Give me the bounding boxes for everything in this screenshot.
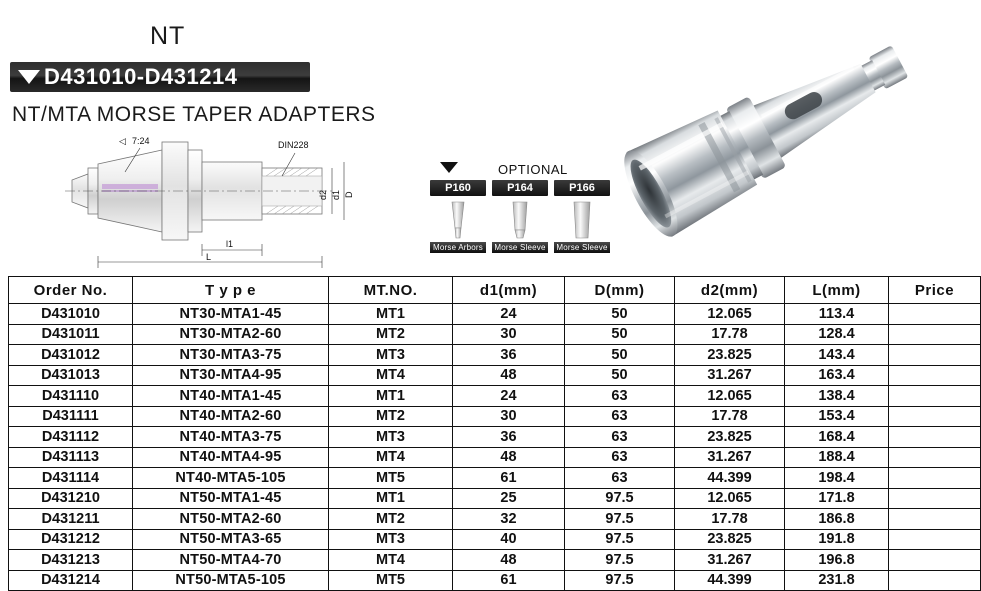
cell-price [889,488,981,509]
cell-D: 97.5 [565,529,675,550]
cell-mt-no: MT2 [329,406,453,427]
cell-type: NT40-MTA4-95 [133,447,329,468]
table-row [9,447,981,468]
code-range-label: D431010-D431214 [44,64,238,89]
cell-order-no: D431112 [9,427,133,448]
cell-d2: 17.78 [675,406,785,427]
cell-price [889,570,981,591]
triangle-marker-icon [18,70,40,84]
column-header-mt-no: MT.NO. [329,277,453,304]
morse-arbor-image [430,198,486,242]
cell-d1: 24 [453,304,565,325]
optional-item-name: Morse Sleeve [492,242,548,253]
cell-order-no: D431210 [9,488,133,509]
cell-mt-no: MT4 [329,550,453,571]
table-row [9,345,981,366]
cell-L: 231.8 [785,570,889,591]
cell-order-no: D431013 [9,365,133,386]
column-header-d2: d2(mm) [675,277,785,304]
cell-mt-no: MT3 [329,427,453,448]
column-header-L: L(mm) [785,277,889,304]
triangle-marker-icon-optional [440,162,458,173]
table-row [9,427,981,448]
cell-order-no: D431012 [9,345,133,366]
table-row [9,550,981,571]
table-row [9,488,981,509]
optional-item[interactable] [430,180,486,253]
cell-type: NT30-MTA1-45 [133,304,329,325]
cell-price [889,386,981,407]
table-row [9,468,981,489]
cell-mt-no: MT3 [329,529,453,550]
cell-L: 186.8 [785,509,889,530]
cell-type: NT30-MTA4-95 [133,365,329,386]
cell-type: NT30-MTA3-75 [133,345,329,366]
optional-item-code: P164 [492,180,548,196]
drawing-dim-D: D [344,191,354,198]
table-body [9,304,981,591]
cell-d1: 30 [453,406,565,427]
cell-L: 138.4 [785,386,889,407]
specification-table [8,276,981,591]
column-header-d1: d1(mm) [453,277,565,304]
optional-item[interactable] [492,180,548,253]
cell-mt-no: MT1 [329,488,453,509]
cell-d1: 30 [453,324,565,345]
page-title-nt: NT [150,22,186,50]
cell-L: 198.4 [785,468,889,489]
cell-d1: 36 [453,345,565,366]
cell-order-no: D431010 [9,304,133,325]
cell-d1: 36 [453,427,565,448]
cell-d1: 25 [453,488,565,509]
table-row [9,570,981,591]
cell-d2: 31.267 [675,447,785,468]
product-photo [628,0,978,272]
cell-d2: 12.065 [675,304,785,325]
cell-price [889,447,981,468]
cell-mt-no: MT3 [329,345,453,366]
cell-price [889,345,981,366]
cell-order-no: D431214 [9,570,133,591]
cell-type: NT40-MTA1-45 [133,386,329,407]
optional-accessories [430,158,610,268]
cell-D: 63 [565,406,675,427]
svg-text:◁: ◁ [119,136,126,146]
optional-item[interactable] [554,180,610,253]
column-header-price: Price [889,277,981,304]
column-header-order-no: Order No. [9,277,133,304]
cell-d2: 31.267 [675,365,785,386]
cell-d1: 48 [453,447,565,468]
drawing-din-note: DIN228 [278,140,309,150]
cell-type: NT30-MTA2-60 [133,324,329,345]
table-header-row [9,277,981,304]
cell-D: 97.5 [565,570,675,591]
table-row [9,365,981,386]
table-row [9,529,981,550]
cell-L: 171.8 [785,488,889,509]
cell-mt-no: MT1 [329,386,453,407]
table-row [9,304,981,325]
morse-sleeve-image-2 [554,198,610,242]
cell-d2: 23.825 [675,427,785,448]
cell-order-no: D431211 [9,509,133,530]
cell-D: 50 [565,365,675,386]
cell-order-no: D431114 [9,468,133,489]
cell-order-no: D431011 [9,324,133,345]
cell-order-no: D431110 [9,386,133,407]
column-header-D: D(mm) [565,277,675,304]
optional-item-code: P166 [554,180,610,196]
cell-order-no: D431212 [9,529,133,550]
cell-type: NT50-MTA3-65 [133,529,329,550]
cell-L: 168.4 [785,427,889,448]
cell-price [889,529,981,550]
cell-price [889,468,981,489]
cell-type: NT50-MTA5-105 [133,570,329,591]
cell-L: 113.4 [785,304,889,325]
cell-type: NT40-MTA2-60 [133,406,329,427]
drawing-dim-d2: d2 [318,189,328,200]
cell-order-no: D431113 [9,447,133,468]
drawing-taper-note: 7:24 [132,136,150,146]
cell-price [889,509,981,530]
cell-D: 97.5 [565,509,675,530]
cell-d2: 23.825 [675,345,785,366]
cell-L: 196.8 [785,550,889,571]
cell-D: 50 [565,324,675,345]
cell-d1: 61 [453,570,565,591]
cell-mt-no: MT4 [329,365,453,386]
cell-L: 188.4 [785,447,889,468]
cell-D: 63 [565,386,675,407]
drawing-dim-L: L [206,252,212,262]
drawing-svg [10,128,410,268]
cell-type: NT50-MTA2-60 [133,509,329,530]
technical-drawing [10,128,410,268]
product-photo-svg [628,0,978,272]
cell-price [889,365,981,386]
optional-item-code: P160 [430,180,486,196]
cell-price [889,427,981,448]
cell-D: 97.5 [565,550,675,571]
cell-L: 153.4 [785,406,889,427]
cell-price [889,304,981,325]
cell-mt-no: MT5 [329,570,453,591]
cell-d1: 48 [453,550,565,571]
cell-L: 191.8 [785,529,889,550]
cell-D: 50 [565,345,675,366]
cell-mt-no: MT5 [329,468,453,489]
code-range-banner [10,62,310,92]
cell-type: NT50-MTA1-45 [133,488,329,509]
cell-d2: 44.399 [675,468,785,489]
column-header-type: T y p e [133,277,329,304]
cell-d2: 12.065 [675,386,785,407]
cell-order-no: D431111 [9,406,133,427]
specification-table-wrapper [8,276,970,591]
table-row [9,509,981,530]
cell-d2: 17.78 [675,324,785,345]
cell-mt-no: MT2 [329,509,453,530]
morse-sleeve-image-1 [492,198,548,242]
cell-d1: 24 [453,386,565,407]
optional-item-name: Morse Sleeve [554,242,610,253]
table-row [9,406,981,427]
optional-item-name: Morse Arbors [430,242,486,253]
cell-d1: 40 [453,529,565,550]
cell-d2: 12.065 [675,488,785,509]
cell-price [889,550,981,571]
cell-L: 163.4 [785,365,889,386]
cell-D: 97.5 [565,488,675,509]
cell-mt-no: MT4 [329,447,453,468]
cell-type: NT40-MTA5-105 [133,468,329,489]
optional-items-list [430,180,610,253]
drawing-dim-l1: l1 [226,239,234,249]
cell-d1: 32 [453,509,565,530]
cell-d2: 17.78 [675,509,785,530]
cell-d2: 31.267 [675,550,785,571]
cell-D: 63 [565,427,675,448]
cell-type: NT40-MTA3-75 [133,427,329,448]
cell-d2: 44.399 [675,570,785,591]
table-row [9,386,981,407]
cell-D: 50 [565,304,675,325]
cell-L: 128.4 [785,324,889,345]
cell-L: 143.4 [785,345,889,366]
optional-title: OPTIONAL [498,162,568,177]
cell-order-no: D431213 [9,550,133,571]
cell-D: 63 [565,447,675,468]
page-subtitle: NT/MTA MORSE TAPER ADAPTERS [12,103,376,126]
cell-mt-no: MT1 [329,304,453,325]
cell-d2: 23.825 [675,529,785,550]
cell-d1: 48 [453,365,565,386]
cell-price [889,406,981,427]
cell-type: NT50-MTA4-70 [133,550,329,571]
cell-mt-no: MT2 [329,324,453,345]
drawing-dim-d1: d1 [331,189,341,200]
table-row [9,324,981,345]
cell-price [889,324,981,345]
cell-d1: 61 [453,468,565,489]
cell-D: 63 [565,468,675,489]
